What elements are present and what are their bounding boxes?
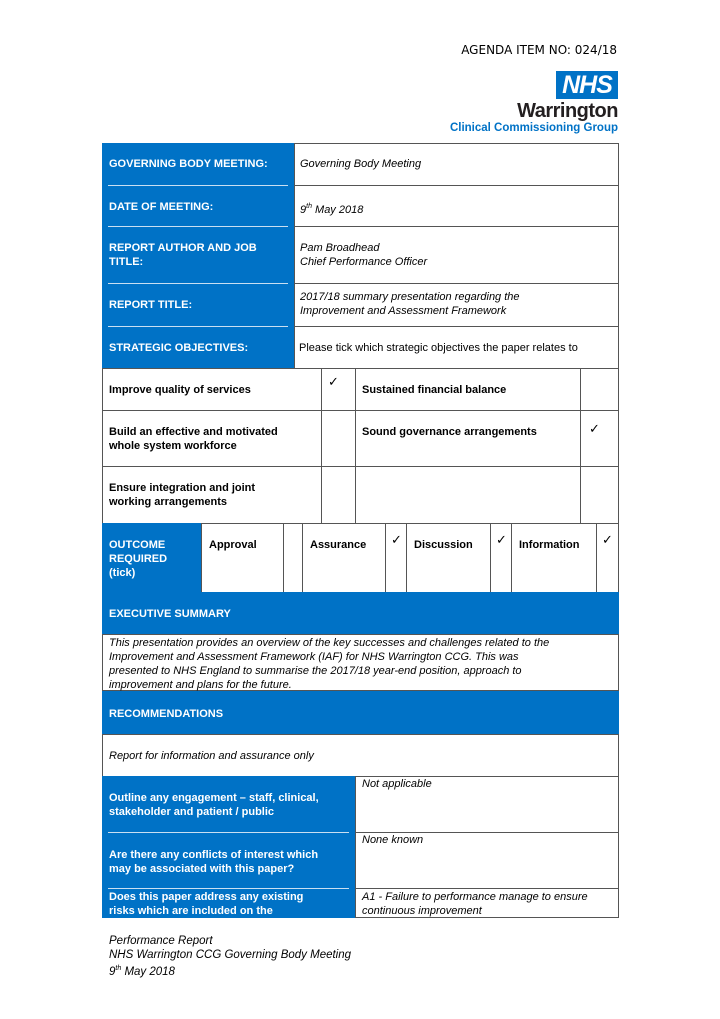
outcome-label-line: REQUIRED xyxy=(109,553,168,565)
objectives-value: Please tick which strategic objectives the paper relates to xyxy=(299,342,578,354)
label-separator xyxy=(108,888,349,889)
recommendations-text: Report for information and assurance only xyxy=(109,750,314,762)
objective-integration-line: working arrangements xyxy=(109,496,227,508)
executive-summary-line: improvement and plans for the future. xyxy=(109,679,292,691)
report-title-value xyxy=(300,290,520,318)
conflicts-label-line: Are there any conflicts of interest which xyxy=(109,849,319,861)
objective-governance: Sound governance arrangements xyxy=(362,426,537,438)
objective-workforce-line: whole system workforce xyxy=(109,440,237,452)
nhs-logo-box: NHS xyxy=(556,71,618,99)
outcome-tick-cell xyxy=(283,523,303,593)
outcome-information: Information xyxy=(519,539,580,551)
conflicts-label-line: may be associated with this paper? xyxy=(109,863,295,875)
outcome-approval: Approval xyxy=(209,539,257,551)
engagement-label xyxy=(109,791,319,819)
date-day: 9 xyxy=(300,204,307,216)
risks-label xyxy=(109,890,303,918)
executive-summary-line: This presentation provides an overview of the key successes and challenges related to the xyxy=(109,637,550,649)
objective-cell xyxy=(355,466,581,524)
author-name: Pam Broadhead xyxy=(300,242,380,254)
outcome-label-line: OUTCOME xyxy=(109,539,166,551)
conflicts-label xyxy=(109,848,318,876)
outcome-assurance: Assurance xyxy=(310,539,367,551)
footer-line: NHS Warrington CCG Governing Body Meeting xyxy=(109,949,352,961)
date-suffix: th xyxy=(306,203,312,210)
recommendations-heading: RECOMMENDATIONS xyxy=(109,708,224,720)
label-separator xyxy=(108,226,288,227)
outcome-discussion: Discussion xyxy=(414,539,473,551)
engagement-label-line: Outline any engagement – staff, clinical, xyxy=(109,792,319,804)
outcome-option-cell xyxy=(511,523,597,593)
outcome-assurance-tick: ✓ xyxy=(391,532,402,547)
author-value xyxy=(300,241,427,269)
objective-quality-tick: ✓ xyxy=(328,374,339,389)
logo-organisation-name: Warrington xyxy=(517,100,618,122)
outcome-option-cell xyxy=(201,523,284,593)
objective-tick-cell xyxy=(321,466,356,524)
objective-tick-cell xyxy=(580,368,619,411)
executive-summary-line: Improvement and Assessment Framework (IAF) for NHS Warrington CCG. This was xyxy=(109,651,519,663)
date-label: DATE OF MEETING: xyxy=(109,201,214,213)
risks-value-line: continuous improvement xyxy=(362,905,482,917)
label-separator xyxy=(108,283,288,284)
outcome-information-tick: ✓ xyxy=(602,532,613,547)
executive-summary-heading: EXECUTIVE SUMMARY xyxy=(109,608,231,620)
author-job-title: Chief Performance Officer xyxy=(300,256,428,268)
conflicts-value: None known xyxy=(362,834,424,846)
footer-date xyxy=(109,962,351,979)
footer-date-rest: May 2018 xyxy=(124,966,175,978)
label-separator xyxy=(108,185,288,186)
logo-subtitle: Clinical Commissioning Group xyxy=(449,122,618,134)
engagement-label-line: stakeholder and patient / public xyxy=(109,806,275,818)
executive-summary-text xyxy=(109,636,615,692)
objective-tick-cell xyxy=(580,410,619,467)
agenda-item-number: AGENDA ITEM NO: 024/18 xyxy=(461,43,617,57)
meeting-value: Governing Body Meeting xyxy=(300,158,422,170)
risks-label-line: risks which are included on the xyxy=(109,905,273,917)
objective-integration xyxy=(109,481,255,509)
risks-value-line: A1 - Failure to performance manage to ensure xyxy=(362,891,588,903)
outcome-option-cell xyxy=(406,523,491,593)
report-title-line: 2017/18 summary presentation regarding the xyxy=(300,291,520,303)
date-value xyxy=(300,200,363,217)
footer-line: Performance Report xyxy=(109,935,213,947)
objective-tick-cell xyxy=(321,410,356,467)
author-label-line: REPORT AUTHOR AND JOB xyxy=(109,242,257,254)
outcome-label-line: (tick) xyxy=(109,567,136,579)
objective-tick-cell xyxy=(580,466,619,524)
objective-governance-tick: ✓ xyxy=(589,421,600,436)
outcome-discussion-tick: ✓ xyxy=(496,532,507,547)
executive-summary-line: presented to NHS England to summarise the 2017/18 year-end position, approach to xyxy=(109,665,522,677)
objective-workforce xyxy=(109,425,278,453)
meeting-label: GOVERNING BODY MEETING: xyxy=(109,158,268,170)
objective-integration-line: Ensure integration and joint xyxy=(109,482,256,494)
objective-workforce-line: Build an effective and motivated xyxy=(109,426,278,438)
objectives-label: STRATEGIC OBJECTIVES: xyxy=(109,342,249,354)
date-rest: May 2018 xyxy=(315,204,364,216)
engagement-value: Not applicable xyxy=(362,778,432,790)
report-title-label: REPORT TITLE: xyxy=(109,299,193,311)
objective-financial: Sustained financial balance xyxy=(362,384,507,396)
outcome-label xyxy=(109,538,167,580)
outcome-option-cell xyxy=(302,523,386,593)
author-label xyxy=(109,241,257,269)
report-title-line: Improvement and Assessment Framework xyxy=(300,305,507,317)
footer-date-suffix: th xyxy=(115,965,122,972)
risks-value xyxy=(362,890,588,918)
label-separator xyxy=(108,326,288,327)
risks-label-line: Does this paper address any existing xyxy=(109,891,304,903)
author-label-line: TITLE: xyxy=(109,256,144,268)
objective-quality: Improve quality of services xyxy=(109,384,251,396)
label-separator xyxy=(108,832,349,833)
footer-date-day: 9 xyxy=(109,966,116,978)
page-footer xyxy=(109,934,351,979)
